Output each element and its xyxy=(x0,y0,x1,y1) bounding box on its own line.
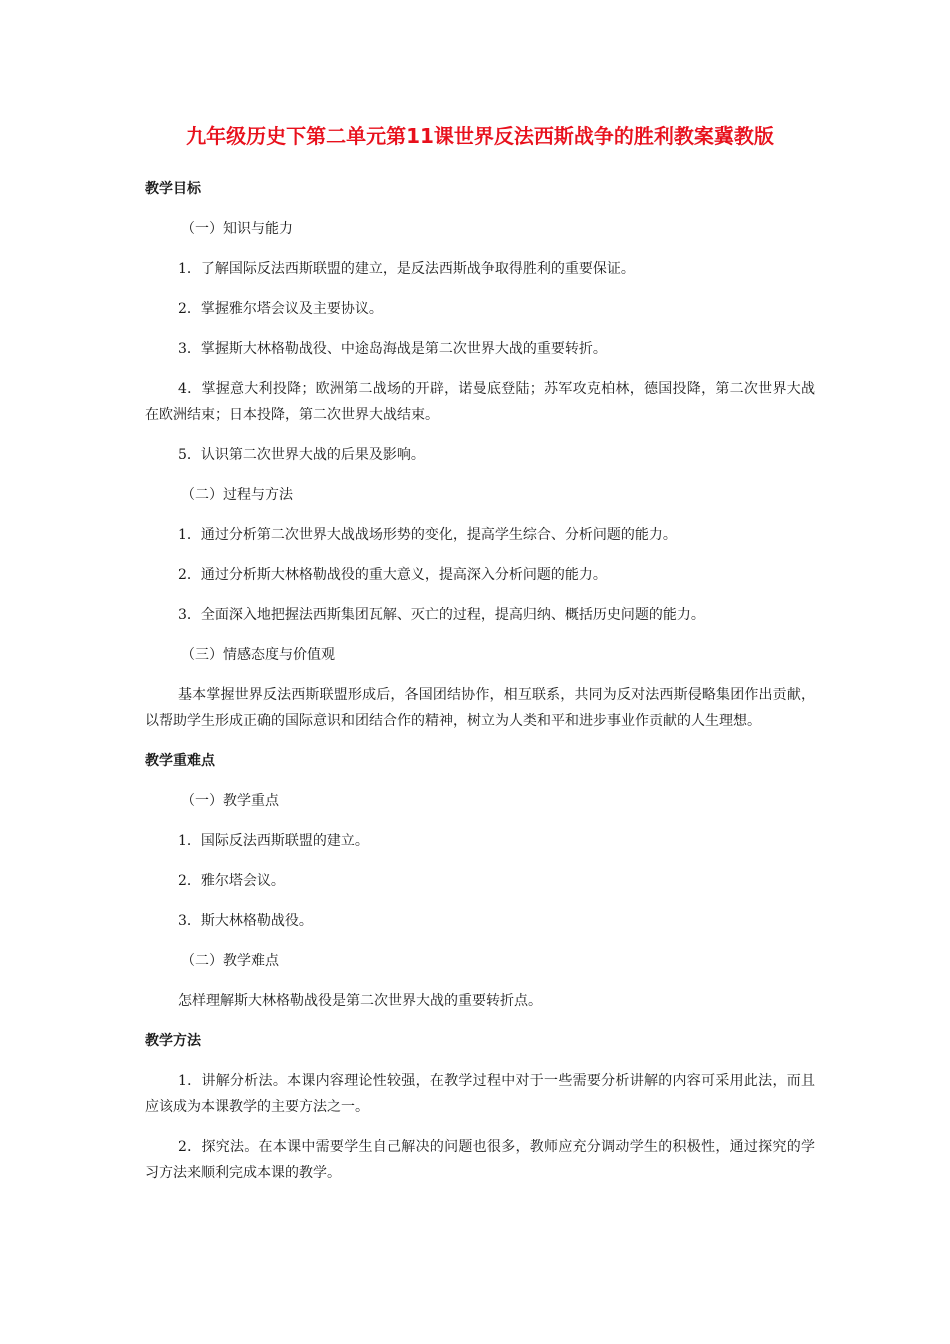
paragraph: 1．国际反法西斯联盟的建立。 xyxy=(178,833,369,849)
document-page xyxy=(145,118,815,1200)
section-teaching-methods xyxy=(145,1028,815,1186)
paragraph: 3．斯大林格勒战役。 xyxy=(178,913,313,929)
subheading: （一）教学重点 xyxy=(181,793,279,809)
paragraph: 基本掌握世界反法西斯联盟形成后，各国团结协作，相互联系，共同为反对法西斯侵略集团作出贡献，以帮助学生形成正确的国际意识和团结合作的精神，树立为人类和平和进步事业作贡献的人生理想。 xyxy=(145,687,815,729)
subheading: （三）情感态度与价值观 xyxy=(181,647,335,663)
paragraph: 1．通过分析第二次世界大战战场形势的变化，提高学生综合、分析问题的能力。 xyxy=(178,527,677,543)
paragraph: 1．了解国际反法西斯联盟的建立，是反法西斯战争取得胜利的重要保证。 xyxy=(178,261,635,277)
section-heading: 教学方法 xyxy=(145,1033,201,1049)
paragraph: 2．雅尔塔会议。 xyxy=(178,873,285,889)
document-title: 九年级历史下第二单元第11课世界反法西斯战争的胜利教案冀教版 xyxy=(186,124,774,148)
paragraph: 4．掌握意大利投降；欧洲第二战场的开辟，诺曼底登陆；苏军攻克柏林，德国投降，第二次世界大战在欧洲结束；日本投降，第二次世界大战结束。 xyxy=(145,381,815,423)
paragraph: 5．认识第二次世界大战的后果及影响。 xyxy=(178,447,425,463)
paragraph: 2．掌握雅尔塔会议及主要协议。 xyxy=(178,301,383,317)
section-heading: 教学重难点 xyxy=(145,753,215,769)
section-heading: 教学目标 xyxy=(145,181,201,197)
section-key-points xyxy=(145,748,815,1014)
paragraph: 1．讲解分析法。本课内容理论性较强，在教学过程中对于一些需要分析讲解的内容可采用此法，而且应该成为本课教学的主要方法之一。 xyxy=(145,1073,815,1115)
paragraph: 2．通过分析斯大林格勒战役的重大意义，提高深入分析问题的能力。 xyxy=(178,567,607,583)
section-teaching-goals xyxy=(145,176,815,734)
paragraph: 怎样理解斯大林格勒战役是第二次世界大战的重要转折点。 xyxy=(178,993,542,1009)
paragraph: 3．掌握斯大林格勒战役、中途岛海战是第二次世界大战的重要转折。 xyxy=(178,341,607,357)
paragraph: 3．全面深入地把握法西斯集团瓦解、灭亡的过程，提高归纳、概括历史问题的能力。 xyxy=(178,607,705,623)
paragraph: 2．探究法。在本课中需要学生自己解决的问题也很多，教师应充分调动学生的积极性，通过探究的学习方法来顺利完成本课的教学。 xyxy=(145,1139,815,1181)
subheading: （二）过程与方法 xyxy=(181,487,293,503)
subheading: （一）知识与能力 xyxy=(181,221,293,237)
subheading: （二）教学难点 xyxy=(181,953,279,969)
